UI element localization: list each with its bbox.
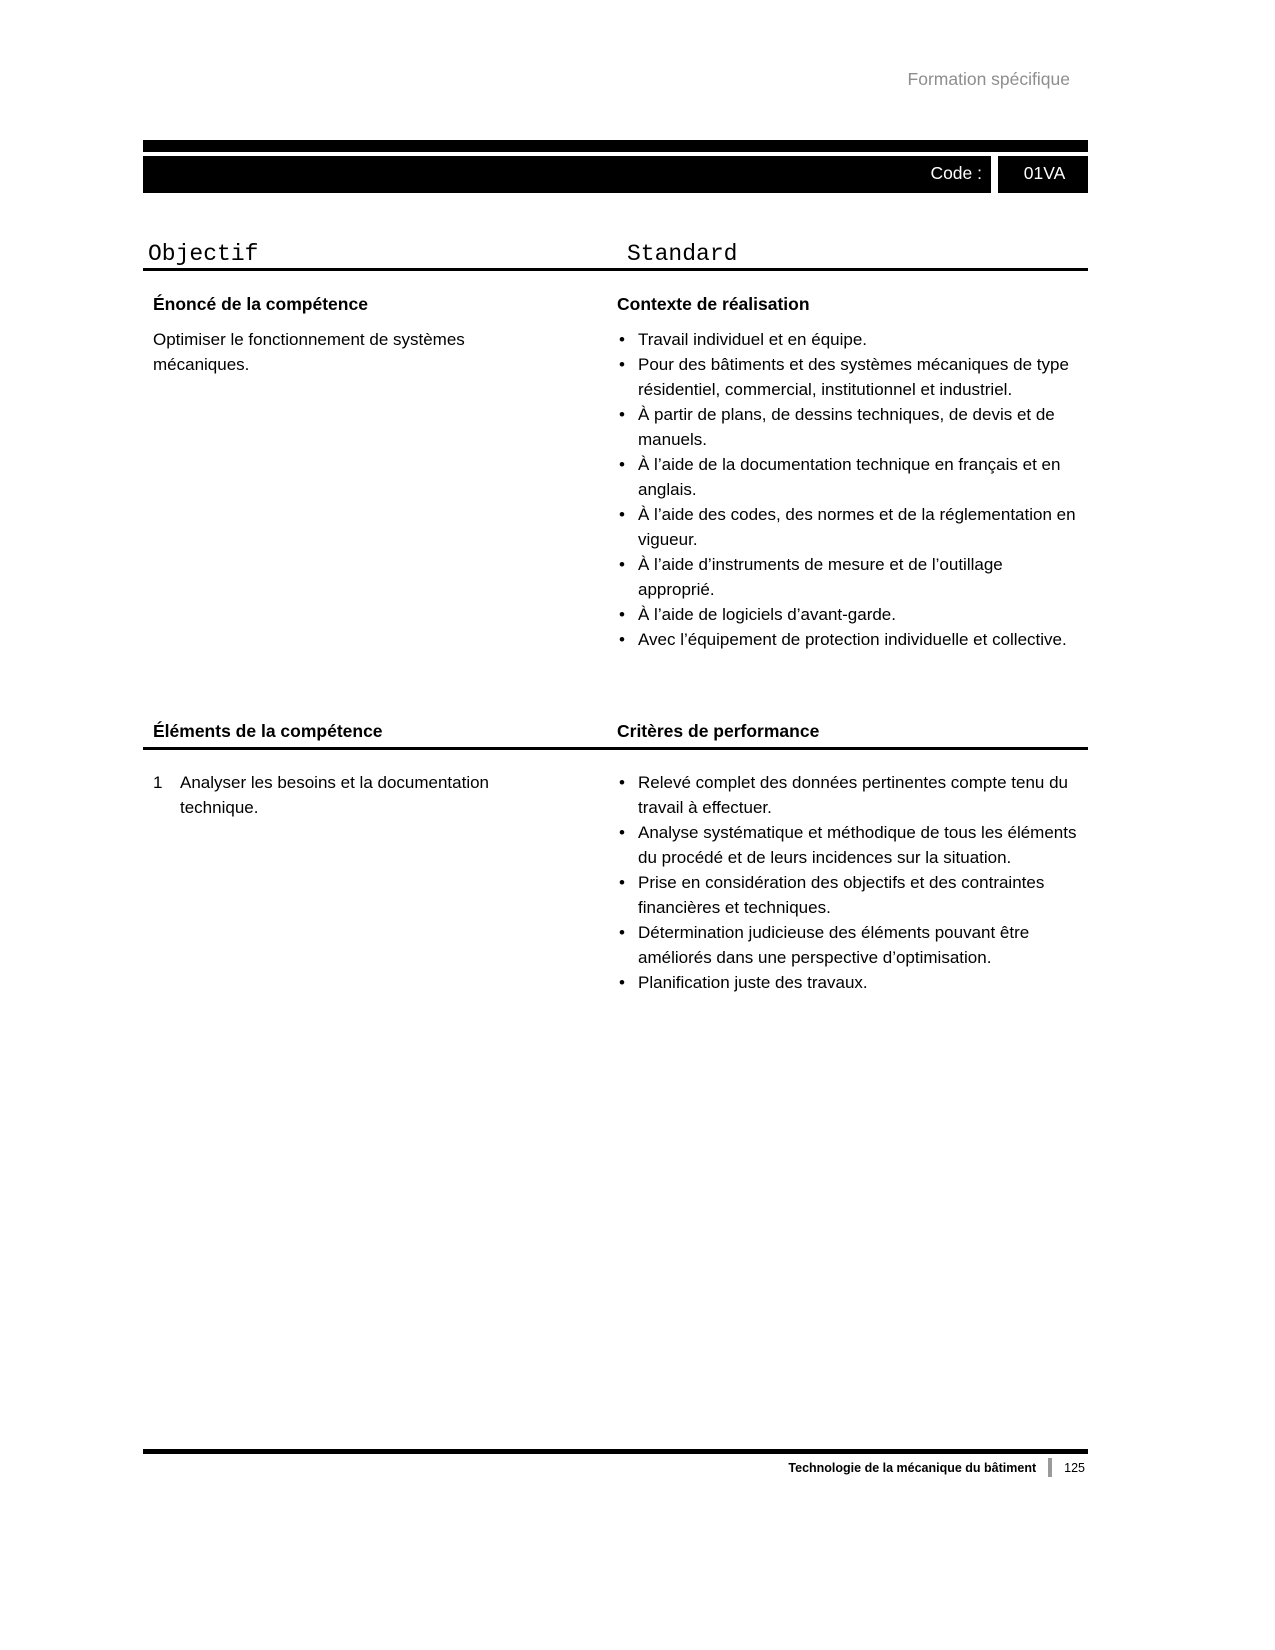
item-text: Analyser les besoins et la documentation technique. <box>180 773 490 817</box>
page-footer <box>788 1458 1085 1477</box>
footer-rule <box>143 1449 1088 1454</box>
bullet-item: • Analyse systématique et méthodique de tous les éléments du procédé et de leurs incidences sur la situation. <box>617 820 1084 870</box>
horizontal-rule <box>143 747 1088 750</box>
item-number: 1 <box>153 773 163 792</box>
bullet-item: • À partir de plans, de dessins techniques, de devis et de manuels. <box>617 402 1084 452</box>
bullet-item: • Travail individuel et en équipe. <box>617 327 1084 352</box>
enonce-column <box>143 293 617 652</box>
criteres-title: Critères de performance <box>617 721 820 741</box>
contexte-title: Contexte de réalisation <box>617 294 810 314</box>
bullet-item: • À l’aide de la documentation technique en français et en anglais. <box>617 452 1084 502</box>
section-elements-row <box>143 770 1088 995</box>
criteres-column <box>617 770 1088 995</box>
bullet-item: • À l’aide d’instruments de mesure et de l’outillage approprié. <box>617 552 1084 602</box>
bullet-item: • Avec l’équipement de protection individuelle et collective. <box>617 627 1084 652</box>
numbered-item <box>153 770 573 820</box>
contexte-bullet-list <box>617 327 1084 652</box>
footer-separator <box>1048 1458 1052 1477</box>
section-competence-row <box>143 293 1088 652</box>
bullet-item: • Pour des bâtiments et des systèmes mécaniques de type résidentiel, commercial, institutionnel et industriel. <box>617 352 1084 402</box>
footer-page-number: 125 <box>1064 1460 1085 1475</box>
criteres-bullet-list <box>617 770 1084 995</box>
code-separator <box>991 152 998 193</box>
section-elements-headers <box>143 720 1088 742</box>
horizontal-rule <box>143 268 1088 271</box>
enonce-body: Optimiser le fonctionnement de systèmes mécaniques. <box>153 330 465 374</box>
bullet-item: • À l’aide des codes, des normes et de la réglementation en vigueur. <box>617 502 1084 552</box>
code-label: Code : <box>930 163 982 183</box>
bullet-item: • Prise en considération des objectifs et des contraintes financières et techniques. <box>617 870 1084 920</box>
elements-header-cell <box>143 720 617 742</box>
bullet-item: • Relevé complet des données pertinentes compte tenu du travail à effectuer. <box>617 770 1084 820</box>
criteres-header-cell <box>617 720 1088 742</box>
code-bar-divider <box>143 152 1088 156</box>
elements-column <box>143 770 617 995</box>
footer-program-title: Technologie de la mécanique du bâtiment <box>788 1460 1037 1475</box>
running-header: Formation spécifique <box>907 69 1070 89</box>
code-value: 01VA <box>1023 163 1066 183</box>
column-header-objectif: Objectif <box>148 241 259 267</box>
elements-title: Éléments de la compétence <box>153 721 383 741</box>
bullet-item: • À l’aide de logiciels d’avant-garde. <box>617 602 1084 627</box>
code-bar <box>143 140 1088 193</box>
column-header-standard: Standard <box>627 241 738 267</box>
bullet-item: • Détermination judicieuse des éléments pouvant être améliorés dans une perspective d’optimisation. <box>617 920 1084 970</box>
bullet-item: • Planification juste des travaux. <box>617 970 1084 995</box>
contexte-column <box>617 293 1088 652</box>
enonce-title: Énoncé de la compétence <box>153 294 368 314</box>
